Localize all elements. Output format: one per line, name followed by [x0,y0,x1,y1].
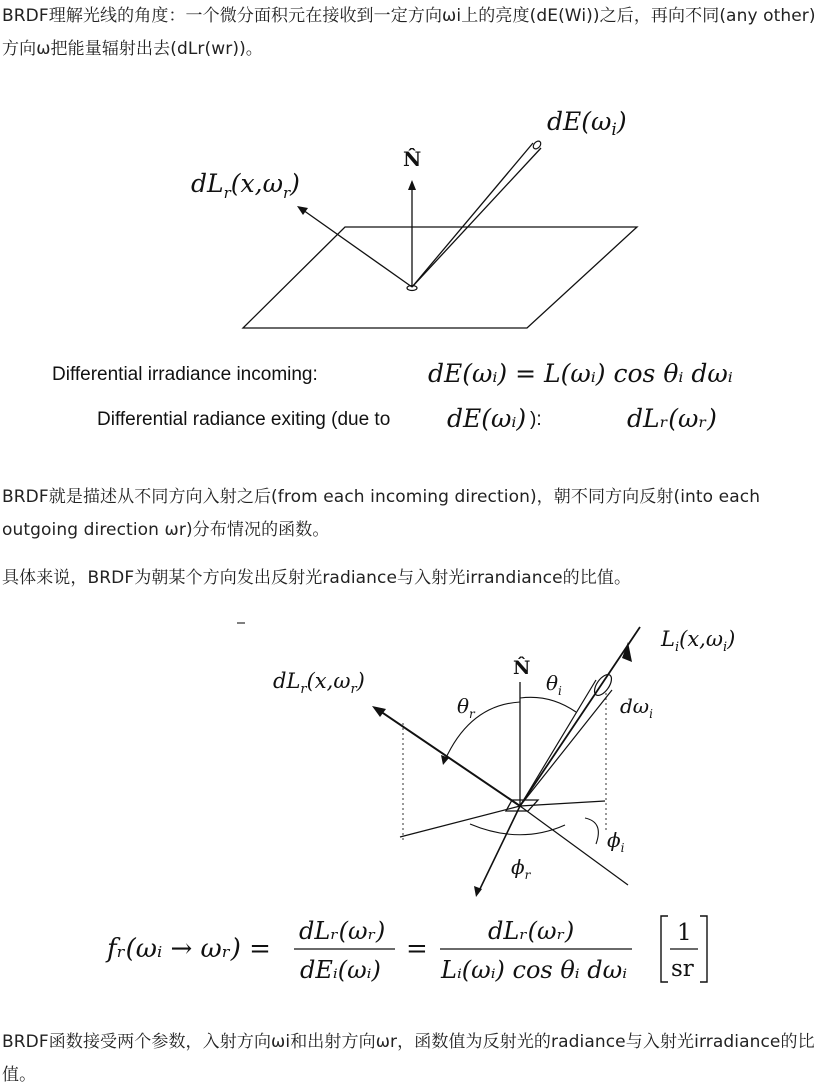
label-Li: $L_i(x,\omega_i)$ [661,627,736,655]
incoming-cone-edge-2 [520,690,612,806]
paragraph-brdf-parameters: BRDF函数接受两个参数，入射方向ωi和出射方向ωr，函数值为反射光的radiance与入射光irradiance的比值。 [2,1032,815,1085]
label-phi-r: $\phi_r$ [511,855,531,882]
label-theta-i: $\theta_i$ [546,671,562,698]
figure-2-diagram [0,610,823,1010]
reflected-ray-arrowhead [372,706,386,717]
row-radiance-text-b: ): [530,409,542,430]
equation-lhs: fᵣ(ωᵢ → ωᵣ) = [107,934,271,964]
unit-numerator: 1 [677,920,692,946]
phi-r-arc [470,824,565,835]
surface-plane [243,227,637,328]
paragraph-brdf-intro: BRDF理解光线的角度：一个微分面积元在接收到一定方向ωi上的亮度(dE(Wi))之后，再向不同(any other)方向ω把能量辐射出去(dLr(wr))。 [2,6,816,59]
figure-irradiance-radiance [0,90,823,450]
label-dL-r: $dL_r(x,\omega_r)$ [191,169,300,202]
row-irradiance-text: Differential irradiance incoming: [52,364,318,385]
row-radiance-formula: dLᵣ(ωᵣ) [627,404,717,433]
plane-axis-left [400,806,520,837]
normal-arrowhead [408,180,416,190]
equation-numerator-1: dLᵣ(ωᵣ) [299,917,386,945]
row-radiance-text-a: Differential radiance exiting (due to [97,409,391,430]
incoming-cone-edge-1 [520,680,596,806]
unit-denominator: sr [671,956,694,982]
equation-equals: = [406,934,428,964]
phi-i-arc [585,818,598,844]
incoming-ray-1 [412,143,533,287]
figure-brdf-geometry [0,610,823,1010]
row-radiance-formula-mid: dE(ωᵢ) [447,404,527,433]
label-normal-N: N̂ [513,657,531,679]
label-d-omega-i: $d\omega_i$ [620,694,653,721]
equation-denominator-1: dEᵢ(ωᵢ) [300,956,381,984]
paragraph-brdf-ratio: 具体来说，BRDF为朝某个方向发出反射光radiance与入射光irrandiance的比值。 [2,568,632,588]
label-theta-r: $\theta_r$ [457,694,475,721]
paragraph-brdf-definition: BRDF就是描述从不同方向入射之后(from each incoming direction)，朝不同方向反射(into each outgoing direction ωr)分布情况的函数。 [2,487,761,540]
label-normal-N: N̂ [403,147,422,171]
incoming-ray-2 [412,148,541,287]
unit-bracket-left [661,916,668,982]
equation-denominator-2: Lᵢ(ωᵢ) cos θᵢ dωᵢ [441,956,628,984]
reflected-ray [380,711,520,806]
unit-bracket-right [700,916,707,982]
row-irradiance-formula: dE(ωᵢ) = L(ωᵢ) cos θᵢ dωᵢ [428,359,733,388]
label-dE-omega-i: $dE(\omega_i)$ [547,107,627,140]
plane-axis-down [478,806,520,893]
reflected-arrowhead [297,206,308,215]
equation-numerator-2: dLᵣ(ωᵣ) [488,917,575,945]
figure-1-diagram [0,90,823,450]
theta-i-arc [520,697,576,712]
label-dL-r: $dL_r(x,\omega_r)$ [273,669,365,697]
label-phi-i: $\phi_i$ [607,828,625,855]
reflected-ray [303,210,412,287]
